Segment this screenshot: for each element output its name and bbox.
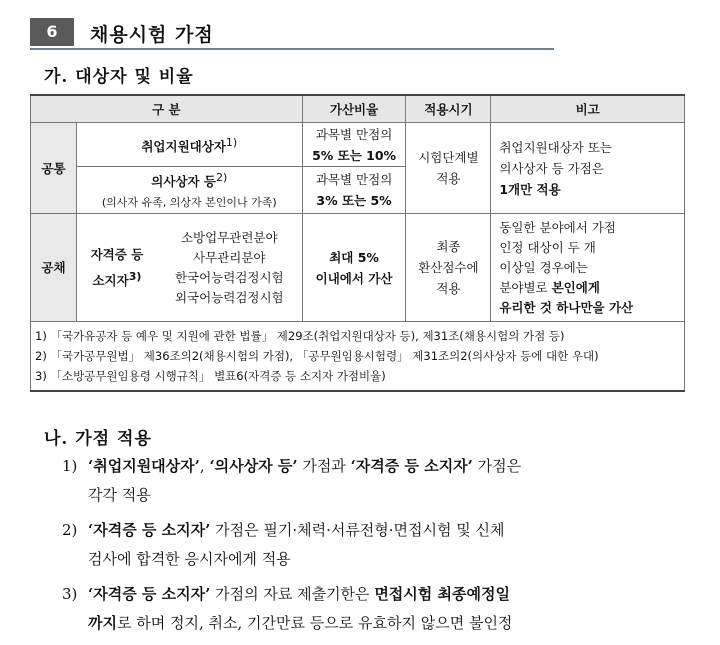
col-header-rate: 가산비율 [302,95,406,123]
period-common: 시험단계별 적용 [406,123,491,214]
table-row [31,214,685,322]
target-injured-persons: 의사상자 등$^{2)}$ (의사자 유족, 의상자 본인이나 가족) [76,167,302,214]
group-public: 공채 [31,214,77,322]
list-item: 3) ‘자격증 등 소지자’ 가점의 자료 제출기한은 면접시험 최종예정일 까지로 하며 정지, 취소, 기간만료 등으로 유효하지 않으면 불인정 [62,585,513,632]
rate-certificate-holders: 최대 5% 이내에서 가산 [302,214,406,322]
subheading-application: 나. 가점 적용 [44,429,152,449]
certificate-field-list: 소방업무관련분야 사무관리분야 한국어능력검정시험 외국어능력검정시험 [174,229,284,305]
footnote-3: 3) 「소방공무원임용령 시행규칙」 별표6(자격증 등 소지자 가점비율) [35,369,386,384]
footnote-1: 1) 「국가유공자 등 예우 및 지원에 관한 법률」 제29조(취업지원대상자 등), 제31조(채용시험의 가점 등) [35,329,565,344]
list-item: 1) ‘취업지원대상자’, ‘의사상자 등’ 가점과 ‘자격증 등 소지자’ 가점은 각각 적용 [62,457,522,504]
bonus-table [30,94,685,392]
col-header-period: 적용시기 [406,95,491,123]
footnote-2: 2) 「국가공무원법」 제36조의2(채용시험의 가점), 「공무원임용시험령」 제31조의2(의사상자 등에 대한 우대) [35,349,599,364]
remark-common: 취업지원대상자 또는 의사상자 등 가점은 1개만 적용 [491,123,685,214]
section-underline [30,48,554,50]
table-header-row [31,95,685,123]
footnotes [31,322,685,392]
table-footnotes-row [31,322,685,392]
section-header [30,18,554,48]
remark-certificate-holders: 동일한 분야에서 가점 인정 대상이 두 개 이상일 경우에는 분야별로 본인에게 유리한 것 하나만을 가산 [491,214,685,322]
section-title: 채용시험 가점 [90,24,214,46]
target-certificate-holders: 자격증 등 소지자$^{3)}$ 소방업무관련분야 사무관리분야 한국어능력검정시험 외국어능력검정시험 [76,214,302,322]
rate-employment-support: 과목별 만점의 5% 또는 10% [302,123,406,167]
col-header-remark: 비고 [491,95,685,123]
list-item: 2) ‘자격증 등 소지자’ 가점은 필기·체력·서류전형·면접시험 및 신체 검사에 합격한 응시자에게 적용 [62,521,505,568]
application-list [62,452,692,638]
table-row [31,123,685,167]
target-employment-support: 취업지원대상자$^{1)}$ [76,123,302,167]
period-certificate-holders: 최종 환산점수에 적용 [406,214,491,322]
group-common: 공통 [31,123,77,214]
section-number: 6 [30,18,74,46]
col-header-category: 구 분 [31,95,303,123]
rate-injured-persons: 과목별 만점의 3% 또는 5% [302,167,406,214]
subheading-targets: 가. 대상자 및 비율 [44,67,194,87]
